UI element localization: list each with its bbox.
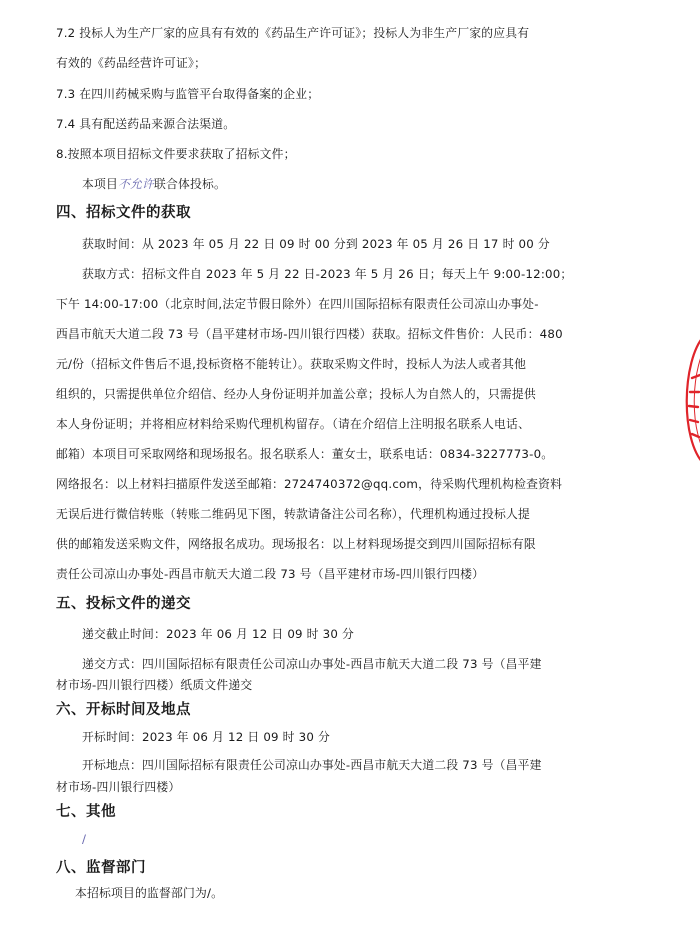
opening-place-line-2: 材市场-四川银行四楼） bbox=[56, 780, 181, 794]
submission-method-line-2: 材市场-四川银行四楼）纸质文件递交 bbox=[56, 678, 253, 692]
section-7-value: / bbox=[82, 832, 87, 846]
submission-method-line-1: 递交方式：四川国际招标有限责任公司凉山办事处-西昌市航天大道二段 73 号（昌平建 bbox=[82, 657, 542, 671]
section-6-heading: 六、开标时间及地点 bbox=[56, 702, 191, 718]
section-8-heading: 八、监督部门 bbox=[56, 860, 146, 876]
consortium-prefix: 本项目 bbox=[82, 177, 118, 191]
seal-inner-arc bbox=[694, 340, 700, 460]
opening-place-line-1: 开标地点：四川国际招标有限责任公司凉山办事处-西昌市航天大道二段 73 号（昌平建 bbox=[82, 758, 542, 772]
acquisition-method-line-1: 获取方式：招标文件自 2023 年 5 月 22 日-2023 年 5 月 26 日；每天上午 9:00-12:00； bbox=[82, 267, 573, 281]
acquisition-method-line-11: 责任公司凉山办事处-西昌市航天大道二段 73 号（昌平建材市场-四川银行四楼） bbox=[56, 567, 485, 581]
requirement-7-2-line-1: 7.2 投标人为生产厂家的应具有有效的《药品生产许可证》；投标人为非生产厂家的应具有 bbox=[56, 26, 530, 40]
requirement-8: 8.按照本项目招标文件要求获取了招标文件； bbox=[56, 147, 296, 161]
supervision-text: 本招标项目的监督部门为/。 bbox=[75, 886, 224, 900]
acquisition-method-line-9: 无误后进行微信转账（转账二维码见下图，转款请备注公司名称），代理机构通过投标人提 bbox=[56, 507, 530, 521]
acquisition-method-line-4: 元/份（招标文件售后不退,投标资格不能转让）。获取采购文件时，投标人为法人或者其他 bbox=[56, 357, 527, 371]
section-7-heading: 七、其他 bbox=[56, 804, 116, 820]
acquisition-method-line-6: 本人身份证明；并将相应材料给采购代理机构留存。（请在介绍信上注明报名联系人电话、 bbox=[56, 417, 530, 431]
acquisition-method-line-7: 邮箱）本项目可采取网络和现场报名。报名联系人：董女士，联系电话：0834-3227773-0。 bbox=[56, 447, 554, 461]
requirement-7-4: 7.4 具有配送药品来源合法渠道。 bbox=[56, 117, 236, 131]
seal-glyph-marks bbox=[689, 375, 700, 437]
acquisition-method-line-2: 下午 14:00-17:00（北京时间,法定节假日除外）在四川国际招标有限责任公司凉山办事处- bbox=[56, 297, 539, 311]
acquisition-method-line-8: 网络报名：以上材料扫描原件发送至邮箱：2724740372@qq.com，待采购代理机构检查资料 bbox=[56, 477, 563, 491]
section-4-heading: 四、招标文件的获取 bbox=[56, 205, 191, 221]
seal-ring-arc bbox=[687, 336, 700, 464]
consortium-value: 不允许 bbox=[118, 177, 154, 191]
requirement-7-2-line-2: 有效的《药品经营许可证》； bbox=[56, 56, 207, 70]
acquisition-time: 获取时间：从 2023 年 05 月 22 日 09 时 00 分到 2023 年 05 月 26 日 17 时 00 分 bbox=[82, 237, 550, 251]
acquisition-method-line-5: 组织的，只需提供单位介绍信、经办人身份证明并加盖公章；投标人为自然人的，只需提供 bbox=[56, 387, 536, 401]
consortium-statement bbox=[82, 176, 226, 192]
consortium-suffix: 联合体投标。 bbox=[154, 177, 226, 191]
acquisition-method-line-3: 西昌市航天大道二段 73 号（昌平建材市场-四川银行四楼）获取。招标文件售价：人民币：480 bbox=[56, 327, 563, 341]
requirement-7-3: 7.3 在四川药械采购与监管平台取得备案的企业； bbox=[56, 87, 320, 101]
submission-deadline: 递交截止时间：2023 年 06 月 12 日 09 时 30 分 bbox=[82, 627, 354, 641]
opening-time: 开标时间：2023 年 06 月 12 日 09 时 30 分 bbox=[82, 730, 330, 744]
acquisition-method-line-10: 供的邮箱发送采购文件，网络报名成功。现场报名：以上材料现场提交到四川国际招标有限 bbox=[56, 537, 536, 551]
red-seal-stamp bbox=[676, 330, 700, 470]
section-5-heading: 五、投标文件的递交 bbox=[56, 596, 191, 612]
